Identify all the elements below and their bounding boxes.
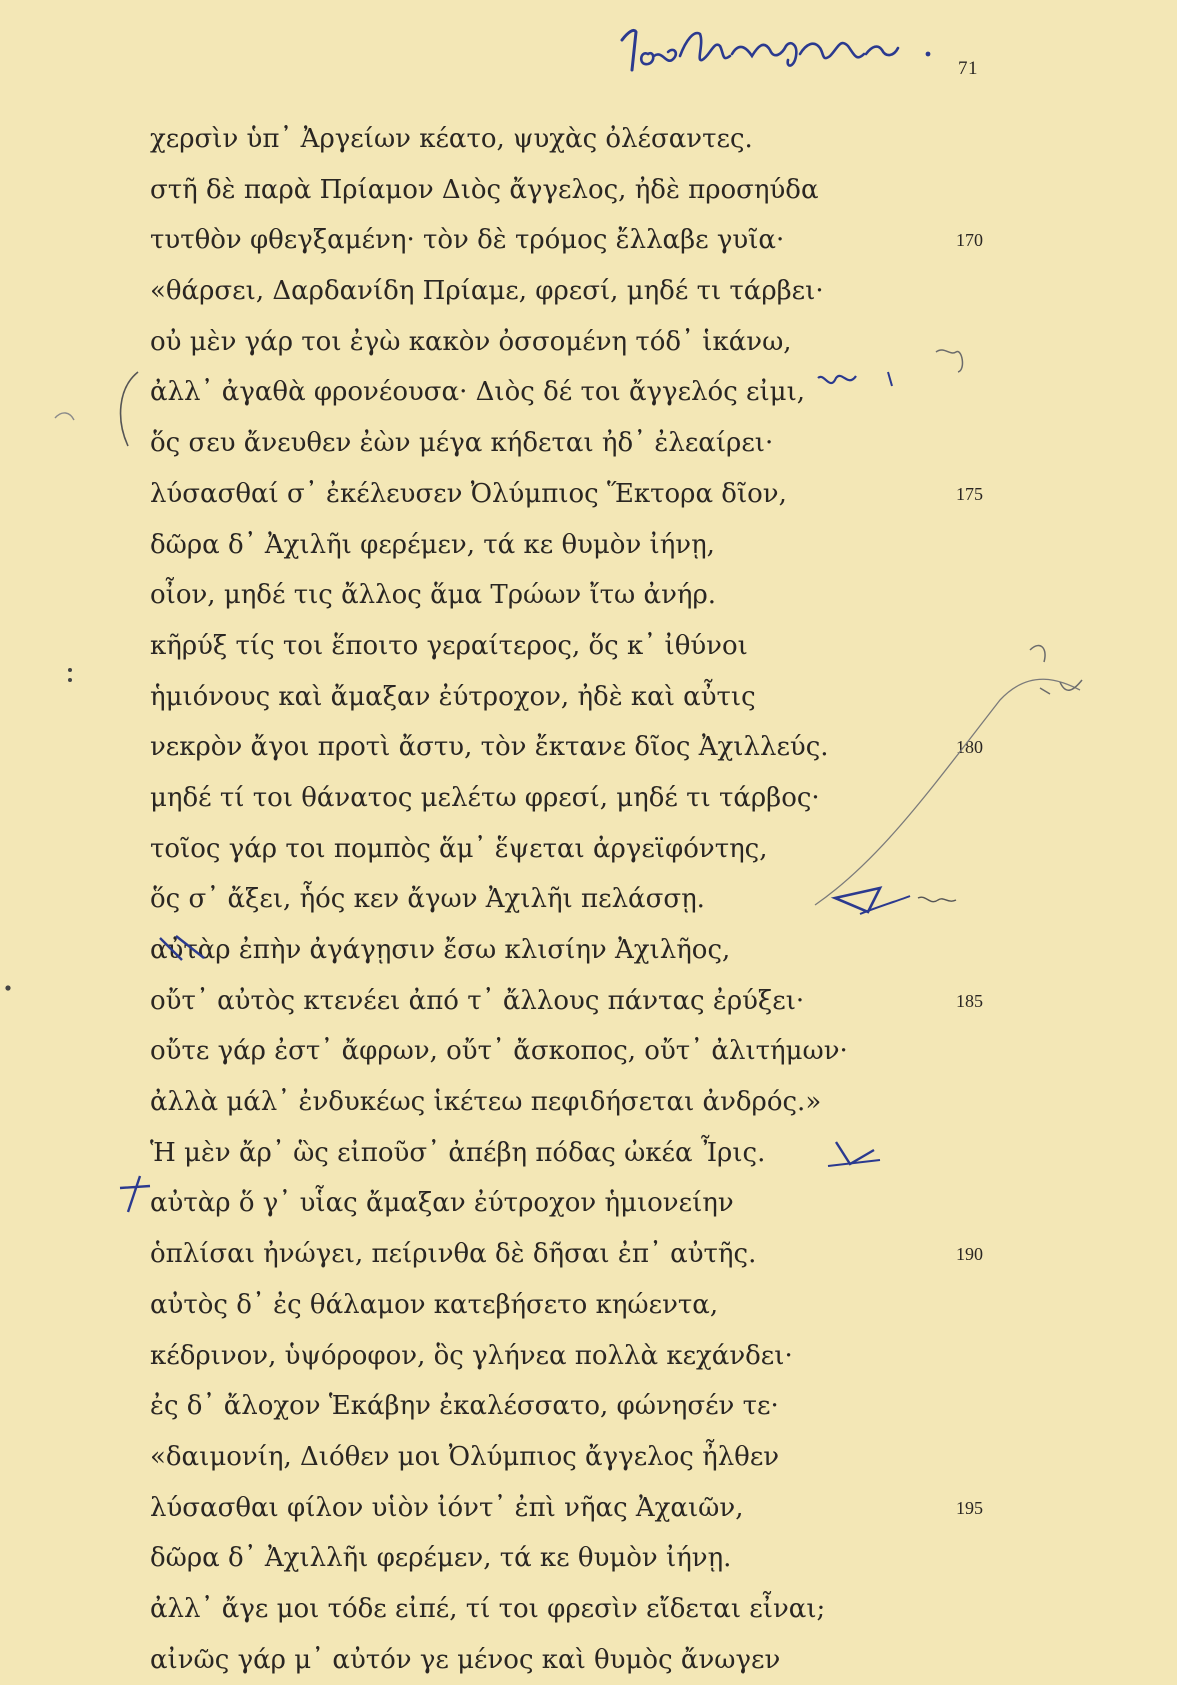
- verse-text: τοῖος γάρ τοι πομπὸς ἅμ᾽ ἕψεται ἀργεϊφόντης,: [150, 833, 768, 864]
- verse-line: [150, 1432, 940, 1483]
- handwritten-signature: [610, 10, 950, 90]
- verse-text: χερσὶν ὑπ᾽ Ἀργείων κέατο, ψυχὰς ὀλέσαντες.: [150, 124, 753, 154]
- verse-text: αἰνῶς γάρ μ᾽ αὐτόν γε μένος καὶ θυμὸς ἄνωγεν: [150, 1644, 781, 1675]
- verse-text: «θάρσει, Δαρδανίδη Πρίαμε, φρεσί, μηδέ τι τάρβει·: [150, 276, 824, 307]
- line-number: 195: [956, 1497, 983, 1518]
- verse-text: οἶον, μηδέ τις ἄλλος ἅμα Τρώων ἴτω ἀνήρ.: [150, 580, 717, 611]
- verse-line: [150, 418, 940, 469]
- verse-line: [150, 215, 983, 266]
- verse-line: [150, 1331, 940, 1382]
- verse-text: στῆ δὲ παρὰ Πρίαμον Διὸς ἄγγελος, ἠδὲ προσηύδα: [150, 174, 819, 205]
- verse-line: [150, 1128, 940, 1179]
- verse-text: αὐτὸς δ᾽ ἐς θάλαμον κατεβήσετο κηώεντα,: [150, 1289, 719, 1320]
- verse-line: [150, 824, 940, 875]
- line-number: 175: [956, 483, 983, 504]
- page-number: 71: [958, 58, 978, 79]
- verse-text: λύσασθαι φίλον υἱὸν ἰόντ᾽ ἐπὶ νῆας Ἀχαιῶν,: [150, 1492, 744, 1523]
- verse-line: [150, 1584, 940, 1635]
- verse-line: [150, 1026, 940, 1077]
- line-number: 170: [956, 230, 983, 251]
- verse-text: ἐς δ᾽ ἄλοχον Ἑκάβην ἐκαλέσσατο, φώνησέν τε·: [150, 1391, 779, 1422]
- verse-line: [150, 1280, 940, 1331]
- verse-text: ἡμιόνους καὶ ἄμαξαν ἐύτροχον, ἠδὲ καὶ αὖτις: [150, 681, 756, 712]
- verse-text: ἀλλ᾽ ἀγαθὰ φρονέουσα· Διὸς δέ τοι ἄγγελός εἰμι,: [150, 377, 806, 408]
- verse-line: [150, 570, 940, 621]
- verse-text: ἀλλ᾽ ἄγε μοι τόδε εἰπέ, τί τοι φρεσὶν εἴδεται εἶναι;: [150, 1593, 826, 1624]
- verse-line: [150, 469, 983, 520]
- verse-text: αὐτὰρ ὅ γ᾽ υἷας ἄμαξαν ἐύτροχον ἡμιονείην: [150, 1188, 734, 1219]
- verse-line: [150, 925, 940, 976]
- verse-text: κέδρινον, ὑψόροφον, ὃς γλήνεα πολλὰ κεχάνδει·: [150, 1340, 793, 1371]
- verse-text: μηδέ τί τοι θάνατος μελέτω φρεσί, μηδέ τι τάρβος·: [150, 782, 820, 813]
- verse-text: κῆρύξ τίς τοι ἕποιτο γεραίτερος, ὅς κ᾽ ἰθύνοι: [150, 630, 748, 661]
- verse-line: [150, 1077, 940, 1128]
- verse-text: οὐ μὲν γάρ τοι ἐγὼ κακὸν ὀσσομένη τόδ᾽ ἱκάνω,: [150, 326, 792, 357]
- verse-text: ὅς σ᾽ ἄξει, ἧός κεν ἄγων Ἀχιλῆι πελάσσῃ.: [150, 884, 705, 915]
- verse-text: δῶρα δ᾽ Ἀχιλλῆι φερέμεν, τά κε θυμὸν ἰήνῃ.: [150, 1543, 732, 1574]
- verse-line: [150, 367, 940, 418]
- verse-text: Ἡ μὲν ἄρ᾽ ὣς εἰποῦσ᾽ ἀπέβη πόδας ὠκέα Ἶρις.: [150, 1137, 766, 1168]
- verse-line: [150, 672, 940, 723]
- verse-text: λύσασθαί σ᾽ ἐκέλευσεν Ὀλύμπιος Ἕκτορα δῖον,: [150, 478, 787, 509]
- verse-line: [150, 1178, 940, 1229]
- verse-text: οὔτ᾽ αὐτὸς κτενέει ἀπό τ᾽ ἄλλους πάντας ἐρύξει·: [150, 985, 805, 1016]
- verse-text: ἀλλὰ μάλ᾽ ἐνδυκέως ἱκέτεω πεφιδήσεται ἀνδρός.»: [150, 1087, 822, 1118]
- verse-text: «δαιμονίη, Διόθεν μοι Ὀλύμπιος ἄγγελος ἦλθεν: [150, 1441, 780, 1472]
- line-number: 180: [956, 737, 983, 758]
- verse-line: [150, 621, 940, 672]
- verse-line: [150, 1381, 940, 1432]
- verse-line: [150, 874, 940, 925]
- verse-line: [150, 114, 940, 165]
- verse-line: [150, 773, 940, 824]
- verse-line: [150, 976, 983, 1027]
- verse-line: [150, 520, 940, 571]
- verse-line: [150, 1483, 983, 1534]
- verse-text: οὔτε γάρ ἐστ᾽ ἄφρων, οὔτ᾽ ἄσκοπος, οὔτ᾽ ἀλιτήμων·: [150, 1036, 848, 1067]
- line-number: 190: [956, 1244, 983, 1265]
- verse-line: [150, 1229, 983, 1280]
- verse-list: [150, 114, 983, 1685]
- verse-line: [150, 165, 940, 216]
- line-number: 185: [956, 990, 983, 1011]
- verse-line: [150, 1635, 940, 1685]
- verse-line: [150, 1533, 940, 1584]
- verse-text: ὅς σευ ἄνευθεν ἐὼν μέγα κήδεται ἠδ᾽ ἐλεαίρει·: [150, 428, 774, 459]
- verse-line: [150, 266, 940, 317]
- verse-line: [150, 722, 983, 773]
- verse-text: τυτθὸν φθεγξαμένη· τὸν δὲ τρόμος ἔλλαβε γυῖα·: [150, 225, 785, 256]
- verse-text: νεκρὸν ἄγοι προτὶ ἄστυ, τὸν ἔκτανε δῖος Ἀχιλλεύς.: [150, 732, 829, 763]
- verse-text: αὐτὰρ ἐπὴν ἀγάγῃσιν ἔσω κλισίην Ἀχιλῆος,: [150, 935, 731, 965]
- verse-text: δῶρα δ᾽ Ἀχιλῆι φερέμεν, τά κε θυμὸν ἰήνῃ,: [150, 529, 715, 560]
- verse-text: ὁπλίσαι ἠνώγει, πείρινθα δὲ δῆσαι ἐπ᾽ αὐτῆς.: [150, 1239, 757, 1270]
- verse-line: [150, 317, 940, 368]
